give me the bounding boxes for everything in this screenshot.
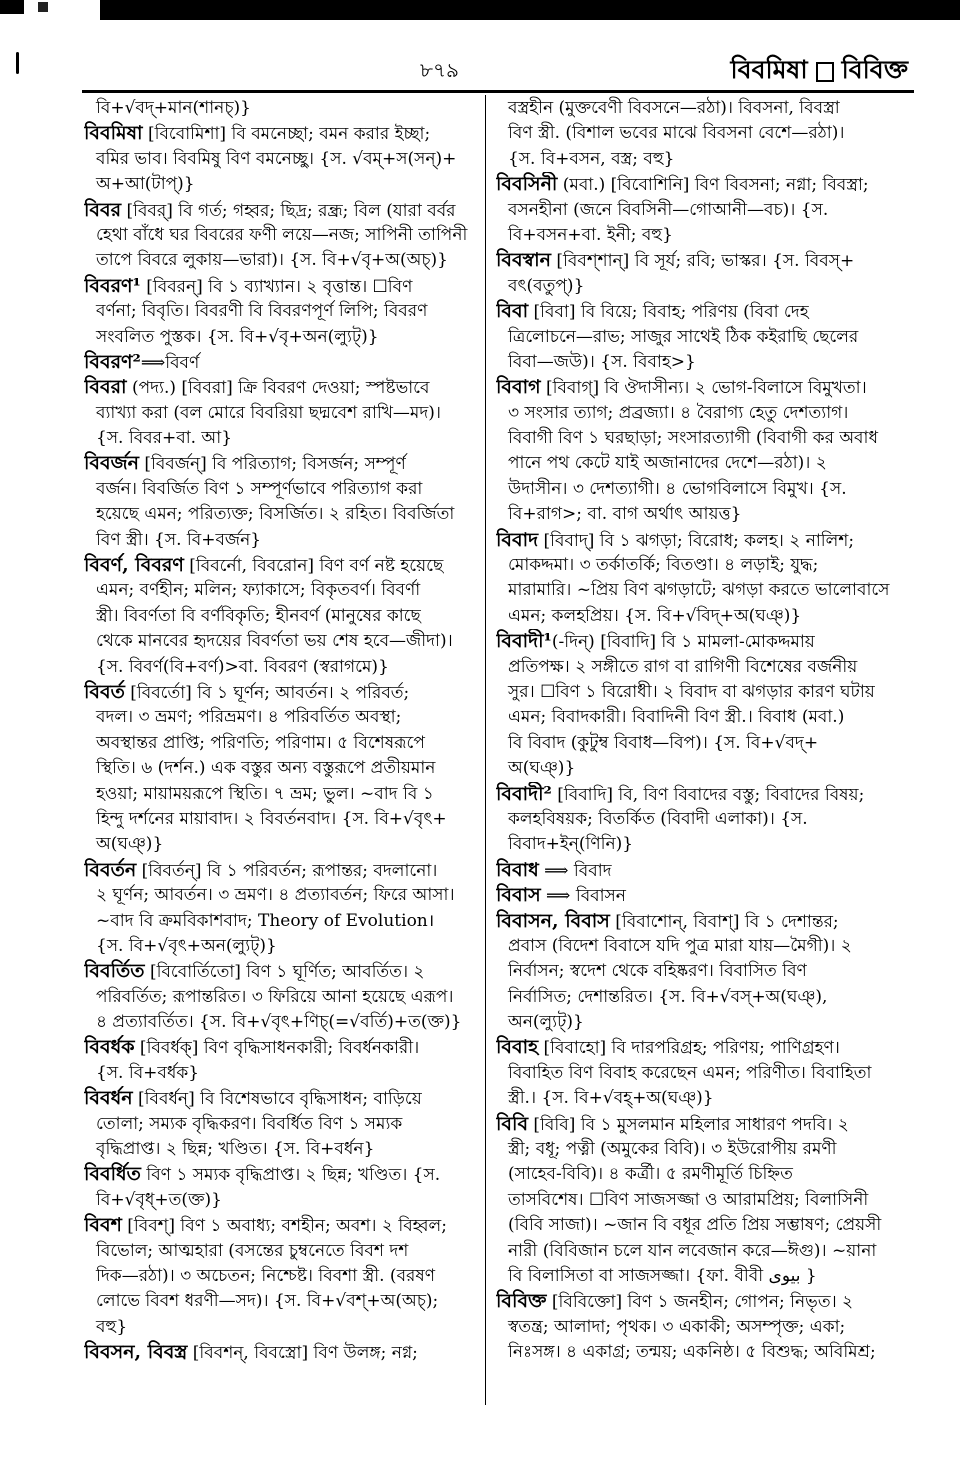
entry-text: (বিবি সাজা)। ~জান বি বধূর প্রতি প্রিয় সম্ভাষণ; প্রেয়সী xyxy=(508,1215,882,1236)
entry-text: {স. বি+বর্ধক} xyxy=(96,1062,200,1083)
entry-continuation-line xyxy=(496,934,908,959)
dictionary-entry-line xyxy=(84,375,484,400)
entry-text: স্ত্রী.। {স. বি+√বহ্+অ(ঘঞ্)} xyxy=(508,1088,714,1109)
entry-text: বি বিবাদ (কুটুম্ব বিবাধ—বিপ)। {স. বি+√বদ্+ xyxy=(508,732,819,753)
entry-continuation-line xyxy=(496,578,908,603)
entry-text: মারামারি। ~প্রিয় বিণ ঝগড়াটে; ঝগড়া করতে ভালোবাসে xyxy=(508,580,890,601)
running-head-last: বিবিক্ত xyxy=(841,55,908,84)
entry-text: [বিবর্তন্] বি ১ পরিবর্তন; রূপান্তর; বদলানো। xyxy=(136,860,438,881)
entry-continuation-line xyxy=(496,655,908,680)
entry-continuation-line xyxy=(496,426,908,451)
entry-text: হওয়া; মায়াময়রূপে স্থিতি। ৭ ভ্রম; ভুল। ~বাদ বি ১ xyxy=(96,783,434,804)
entry-text: বসনহীনা (জনে বিবসিনী—গোআনী—বচ)। {স. xyxy=(508,199,829,220)
entry-text: কলহবিষয়ক; বিতর্কিত (বিবাদী এলাকা)। {স. xyxy=(508,808,808,829)
entry-continuation-line xyxy=(84,629,484,654)
entry-continuation-line xyxy=(84,934,484,959)
entry-text: প্রতিপক্ষ। ২ সঙ্গীতে রাগ বা রাগিণী বিশেষের বর্জনীয় xyxy=(508,656,858,677)
entry-text: বিভোল; আত্মহারা (বসন্তের চুম্বনেতে বিবশ দশ xyxy=(96,1240,409,1261)
entry-text: তাপে বিবরে লুকায়—ভারা)। {স. বি+√বৃ+অ(অচ্)} xyxy=(96,250,448,271)
entry-text: সুর। ☐বিণ ১ বিরোধী। ২ বিবাদ বা ঝগড়ার কারণ ঘটায় xyxy=(508,681,875,702)
entry-text: {স. বিবর+বা. আ} xyxy=(96,428,233,449)
entry-continuation-line xyxy=(496,1239,908,1264)
entry-continuation-line xyxy=(496,731,908,756)
dictionary-entry-line xyxy=(84,1086,484,1111)
headword: বিবাধ xyxy=(496,858,539,881)
entry-text: তোলা; সম্যক বৃদ্ধিকরণ। বিবর্ধিত বিণ ১ সম্যক xyxy=(96,1113,403,1134)
entry-text: থেকে মানবের হৃদয়ের বিবর্ণতা ভয় শেষ হবে—জীদা)। xyxy=(96,631,453,652)
entry-continuation-line xyxy=(496,1264,908,1289)
dictionary-entry-line xyxy=(84,858,484,883)
entry-continuation-line xyxy=(84,248,484,273)
entry-text: [বিবাহো] বি দারপরিগ্রহ; পরিণয়; পাণিগ্রহণ। xyxy=(538,1038,840,1059)
entry-text: [বিবাশোন্, বিবাশ্] বি ১ দেশান্তর; xyxy=(609,911,839,932)
dictionary-entry-line xyxy=(84,198,484,223)
entry-continuation-line xyxy=(496,604,908,629)
headword: বিবাহ xyxy=(496,1036,539,1059)
entry-continuation-line xyxy=(84,172,484,197)
entry-continuation-line xyxy=(84,502,484,527)
entry-text: নির্বাসিত; দেশান্তরিত। {স. বি+√বস্+অ(ঘঞ্), xyxy=(508,986,828,1007)
entry-continuation-line xyxy=(84,832,484,857)
headword: বিবস্বান xyxy=(496,249,551,272)
dictionary-entry-line xyxy=(84,1035,484,1060)
headword: বিবর্ধক xyxy=(84,1036,135,1059)
entry-continuation-line xyxy=(496,325,908,350)
entry-continuation-line xyxy=(84,477,484,502)
entry-text: দিক—রঠা)। ৩ অচেতন; নিশ্চেষ্ট। বিবশা স্ত্রী. (বরষণ xyxy=(96,1265,436,1286)
entry-continuation-line xyxy=(84,604,484,629)
entry-text: এমন; বর্ণহীন; মলিন; ফ্যাকাসে; বিকৃতবর্ণ। বিবর্ণা xyxy=(96,580,421,601)
entry-text: মোকদ্দমা। ৩ তর্কাতর্কি; বিতণ্ডা। ৪ লড়াই; যুদ্ধ; xyxy=(508,555,819,576)
entry-continuation-line xyxy=(84,426,484,451)
entry-text: বিণ ১ সম্যক বৃদ্ধিপ্রাপ্ত। ২ ছিন্ন; খণ্ডিত। {স. xyxy=(140,1165,441,1186)
entry-continuation-line xyxy=(84,1010,484,1035)
dictionary-entry-line xyxy=(496,909,908,934)
entry-text: (পদ্য.) [বিবরা] ক্রি বিবরণ দেওয়া; স্পষ্টভাবে xyxy=(126,378,430,399)
entry-continuation-line xyxy=(84,655,484,680)
entry-continuation-line xyxy=(84,1289,484,1314)
entry-text: পানে পথ কেটে যাই অজানাদের দেশে—রঠা)। ২ xyxy=(508,453,827,474)
entry-text: {স. বি+√বৃৎ+অন(ল্যুট্)} xyxy=(96,935,277,956)
dictionary-entry-line xyxy=(84,1340,484,1365)
entry-text: লোভে বিবশ ধরণী—সদ)। {স. বি+√বশ্+অ(অচ্); xyxy=(96,1291,439,1312)
running-head-first: বিবমিষা xyxy=(730,55,808,84)
entry-continuation-line xyxy=(496,680,908,705)
entry-continuation-line xyxy=(84,985,484,1010)
dictionary-entry-line xyxy=(496,858,908,883)
entry-text: [বিবা] বি বিয়ে; বিবাহ; পরিণয় (বিবা দেহ xyxy=(528,302,809,323)
dictionary-entry-line xyxy=(84,680,484,705)
dictionary-entry-line xyxy=(84,1162,484,1187)
headword: বিবরণ² xyxy=(84,350,141,373)
dictionary-entry-line xyxy=(496,1112,908,1137)
entry-continuation-line xyxy=(496,807,908,832)
entry-continuation-line xyxy=(496,451,908,476)
entry-text: [বিবশ্শান্] বি সূর্য; রবি; ভাস্কর। {স. বিবস্+ xyxy=(551,251,855,272)
entry-text: অবস্থান্তর প্রাপ্তি; পরিণতি; পরিণাম। ৫ বিশেষরূপে xyxy=(96,732,425,753)
entry-text: ত্রিলোচনে—রাভ; সাজুর সাথেই ঠিক কইরাছি ছেলের xyxy=(508,326,859,347)
dictionary-entry-line xyxy=(84,451,484,476)
entry-text: বিবাগী বিণ ১ ঘরছাড়া; সংসারত্যাগী (বিবাগী কর অবাধ xyxy=(508,428,878,449)
entry-continuation-line xyxy=(496,477,908,502)
entry-text: [বিবশ্] বিণ ১ অবাধ্য; বশহীন; অবশ। ২ বিহ্বল; xyxy=(121,1216,447,1237)
entry-continuation-line xyxy=(84,1061,484,1086)
dictionary-entry-line xyxy=(84,350,484,375)
entry-continuation-line xyxy=(496,959,908,984)
entry-text: হিন্দু দর্শনের মায়াবাদ। ২ বিবর্তনবাদ। {স. বি+√বৃৎ+ xyxy=(96,808,447,829)
headword: বিবর্জন xyxy=(84,452,139,475)
entry-continuation-line xyxy=(496,350,908,375)
entry-continuation-line xyxy=(84,782,484,807)
entry-text: [বিবশন্, বিবস্ত্রো] বিণ উলঙ্গ; নগ্ন; xyxy=(187,1343,418,1364)
scan-top-border xyxy=(100,0,960,20)
entry-text: ৪ প্রত্যাবর্তিত। {স. বি+√বৃৎ+ণিচ্(=√বর্তি)+ত(ক্ত)} xyxy=(96,1012,462,1033)
entry-continuation-line xyxy=(496,1137,908,1162)
entry-text: এমন; বিবাদকারী। বিবাদিনী বিণ স্ত্রী.। বিবাধ (মবা.) xyxy=(508,707,845,728)
entry-text: অন(ল্যুট্)} xyxy=(508,1012,584,1033)
entry-text: তাসবিশেষ। ☐বিণ সাজসজ্জা ও আরামপ্রিয়; বিলাসিনী xyxy=(508,1189,869,1210)
entry-text: নির্বাসন; স্বদেশ থেকে বহিষ্করণ। বিবাসিত বিণ xyxy=(508,961,807,982)
entry-text: {স. বিবর্ণ(বি+বর্ণ)>বা. বিবরণ (স্বরাগমে)} xyxy=(96,656,389,677)
entry-text: বি+√বদ্+মান(শানচ্)} xyxy=(96,98,251,118)
headword: বিবা xyxy=(496,300,529,323)
dictionary-entry-line xyxy=(496,1035,908,1060)
entry-continuation-line xyxy=(496,147,908,172)
entry-text: বস্ত্রহীন (মুক্তবেণী বিবসনে—রঠা)। বিবসনা, বিবস্ত্রা xyxy=(508,98,840,118)
headword: বিবি xyxy=(496,1112,529,1135)
header-rule xyxy=(82,90,914,93)
entry-text: [বিবর্ধক্] বিণ বৃদ্ধিসাধনকারী; বিবর্ধনকারী। xyxy=(134,1038,420,1059)
entry-continuation-line xyxy=(496,401,908,426)
entry-continuation-line xyxy=(496,1315,908,1340)
entry-continuation-line xyxy=(84,1137,484,1162)
headword: বিবর্ণ, বিবরণ xyxy=(84,554,184,577)
dictionary-entry-line xyxy=(496,248,908,273)
entry-continuation-line xyxy=(496,223,908,248)
entry-continuation-line xyxy=(496,1213,908,1238)
entry-text: ৩ সংসার ত্যাগ; প্রব্রজ্যা। ৪ বৈরাগ্য হেতু দেশত্যাগ। xyxy=(508,402,849,423)
entry-text: বি বিলাসিতা বা সাজসজ্জা। {ফা. বীবী بیوی } xyxy=(508,1265,817,1286)
entry-text: বি+বসন+বা. ইনী; বহু} xyxy=(508,224,673,245)
headword: বিবর্ত xyxy=(84,680,125,703)
margin-mark xyxy=(16,52,19,74)
dictionary-entry-line xyxy=(496,375,908,400)
entry-text: স্থিতি। ৬ (দর্শন.) এক বস্তুর অন্য বস্তুরূপে প্রতীয়মান xyxy=(96,758,436,779)
headword: বিবসিনী xyxy=(496,173,558,196)
entry-continuation-line xyxy=(84,223,484,248)
entry-continuation-line xyxy=(496,832,908,857)
entry-text: বৎ(বতুপ্)} xyxy=(508,275,585,296)
entry-text: (মবা.) [বিবোশিনি] বিণ বিবসনা; নগ্না; বিবস্ত্রা; xyxy=(557,175,869,196)
entry-text: হয়েছে এমন; পরিত্যক্ত; বিসর্জিত। ২ রহিত। বিবর্জিতা xyxy=(96,504,455,525)
entry-text: ⟹বিবর্ণ xyxy=(140,352,200,373)
entry-continuation-line xyxy=(84,705,484,730)
entry-text: প্রবাস (বিদেশ বিবাসে যদি পুত্র মারা যায়—মৈগী)। ২ xyxy=(508,935,852,956)
entry-continuation-line xyxy=(84,528,484,553)
entry-continuation-line xyxy=(84,147,484,172)
entry-continuation-line xyxy=(84,96,484,121)
entry-text: [বিবর্তো] বি ১ ঘূর্ণন; আবর্তন। ২ পরিবর্ত; xyxy=(124,682,410,703)
headword: বিবর্ধিত xyxy=(84,1163,141,1186)
entry-text: অ(ঘঞ্)} xyxy=(508,758,576,779)
entry-text: বদল। ৩ ভ্রমণ; পরিভ্রমণ। ৪ পরিবর্তিত অবস্থা; xyxy=(96,707,402,728)
entry-text: বর্ণনা; বিবৃতি। বিবরণী বি বিবরণপূর্ণ লিপি; বিবরণ xyxy=(96,301,428,322)
entry-continuation-line xyxy=(496,1188,908,1213)
entry-continuation-line xyxy=(496,985,908,1010)
entry-text: [বিবিক্তো] বিণ ১ জনহীন; গোপন; নিভৃত। ২ xyxy=(546,1292,854,1313)
entry-text: ব্যাখ্যা করা (বল মোরে বিবরিয়া ছদ্মবেশ রাখি—মদ)। xyxy=(96,402,441,423)
entry-continuation-line xyxy=(84,1112,484,1137)
headword: বিবর xyxy=(84,198,122,221)
entry-text: পরিবর্তিত; রূপান্তরিত। ৩ ফিরিয়ে আনা হয়েছে এরূপ। xyxy=(96,986,454,1007)
entry-continuation-line xyxy=(496,198,908,223)
entry-text: [বিবাদি] বি, বিণ বিবাদের বস্তু; বিবাদের বিষয়; xyxy=(551,784,865,805)
entry-text: ⟹ বিবাদ xyxy=(538,860,612,881)
entry-continuation-line xyxy=(496,1086,908,1111)
entry-continuation-line xyxy=(496,274,908,299)
entry-text: বহু} xyxy=(96,1316,128,1337)
entry-text: ~বাদ বি ক্রমবিকাশবাদ; Theory of Evolution। xyxy=(96,910,435,931)
entry-text: [বিবরন্] বি ১ ব্যাখ্যান। ২ বৃত্তান্ত। ☐বিণ xyxy=(140,276,413,297)
entry-text: বিবাহিত বিণ বিবাহ করেছেন এমন; পরিণীত। বিবাহিতা xyxy=(508,1062,872,1083)
scan-artifact xyxy=(38,2,48,12)
entry-continuation-line xyxy=(496,96,908,121)
entry-continuation-line xyxy=(84,299,484,324)
entry-text: (সাহেব-বিবি)। ৪ কর্ত্রী। ৫ রমণীমূর্তি চিহ্নিত xyxy=(508,1164,793,1185)
entry-continuation-line xyxy=(84,756,484,781)
entry-continuation-line xyxy=(84,578,484,603)
entry-continuation-line xyxy=(496,1010,908,1035)
headword: বিবাদী² xyxy=(496,782,552,805)
headword: বিবর্তন xyxy=(84,858,137,881)
headword: বিবর্তিত xyxy=(84,960,145,983)
entry-text: বর্জন। বিবর্জিত বিণ ১ সম্পূর্ণভাবে পরিত্যাগ করা xyxy=(96,478,423,499)
dictionary-entry-line xyxy=(496,883,908,908)
entry-text: [বিবর্জন্] বি পরিত্যাগ; বিসর্জন; সম্পূর্ণ xyxy=(138,454,406,475)
entry-text: উদাসীন। ৩ দেশত্যাগী। ৪ ভোগবিলাসে বিমুখ। {স. xyxy=(508,478,847,499)
entry-text: [বিবাগ্] বি ঔদাসীন্য। ২ ভোগ-বিলাসে বিমুখতা। xyxy=(540,378,867,399)
entry-text: [বিবর্ধন্] বি বিশেষভাবে বৃদ্ধিসাধন; বাড়িয়ে xyxy=(132,1089,422,1110)
entry-text: বি+রাগ>; বা. বাগ অর্থাৎ আয়ত্ত} xyxy=(508,504,742,525)
entry-continuation-line xyxy=(496,705,908,730)
entry-text: হেথা বাঁধে ঘর বিবরের ফণী লয়ে—নজ; সাপিনী তাপিনী xyxy=(96,224,468,245)
entry-text: স্বতন্ত্র; আলাদা; পৃথক। ৩ একাকী; অসম্পৃক্ত; একা; xyxy=(508,1316,846,1337)
entry-continuation-line xyxy=(496,121,908,146)
headword: বিবর্ধন xyxy=(84,1087,133,1110)
headword: বিবাসন, বিবাস xyxy=(496,909,610,932)
entry-text: [বিবর্নো, বিবরোন] বিণ বর্ণ নষ্ট হয়েছে xyxy=(183,556,444,577)
entry-text: [বিবোর্তিতো] বিণ ১ ঘূর্ণিত; আবর্তিত। ২ xyxy=(144,962,425,983)
entry-continuation-line xyxy=(496,1340,908,1365)
entry-continuation-line xyxy=(496,756,908,781)
entry-text: {স. বি+বসন, বস্ত্র; বহু} xyxy=(508,148,675,169)
entry-text: ⟹ বিবাসন xyxy=(540,886,626,907)
dictionary-entry-line xyxy=(496,629,908,654)
entry-text: বমির ভাব। বিবমিষু বিণ বমনেচ্ছু। {স. √বম্+স(সন্)+ xyxy=(96,148,457,169)
dictionary-entry-line xyxy=(496,172,908,197)
entry-continuation-line xyxy=(84,731,484,756)
entry-text: বিবাদ+ইন্(ণিনি)} xyxy=(508,834,634,855)
entry-text: [বিবর্] বি গর্ত; গহ্বর; ছিদ্র; রন্ধ্র; বিল (যারা বর্বর xyxy=(121,200,456,221)
entry-text: [বিবাদ্] বি ১ ঝগড়া; বিরোধ; কলহ। ২ নালিশ; xyxy=(538,530,855,551)
right-column xyxy=(496,96,908,1366)
headword: বিবসন, বিবস্ত্র xyxy=(84,1341,188,1364)
headword: বিবরণ¹ xyxy=(84,274,141,297)
entry-text: নারী (বিবিজান চলে যান লবেজান করে—ঈগু)। ~য়ানা xyxy=(508,1240,877,1261)
entry-text: বৃদ্ধিপ্রাপ্ত। ২ ছিন্ন; খণ্ডিত। {স. বি+বর্ধন} xyxy=(96,1139,375,1160)
dictionary-entry-line xyxy=(496,1289,908,1314)
entry-continuation-line xyxy=(496,1162,908,1187)
entry-text: স্ত্রী; বধূ; পত্নী (অমুকের বিবি)। ৩ ইউরোপীয় রমণী xyxy=(508,1139,837,1160)
entry-text: অ+আ(টাপ্)} xyxy=(96,174,195,195)
entry-text: [বিবি] বি ১ মুসলমান মহিলার সাধারণ পদবি। ২ xyxy=(528,1114,849,1135)
entry-text: বিণ স্ত্রী। {স. বি+বর্জন} xyxy=(96,529,262,550)
dictionary-entry-line xyxy=(84,274,484,299)
scan-artifact xyxy=(0,0,24,14)
entry-continuation-line xyxy=(84,1264,484,1289)
entry-continuation-line xyxy=(84,807,484,832)
entry-text: বি+√বৃধ্+ত(ক্ত)} xyxy=(96,1189,222,1210)
dictionary-entry-line xyxy=(84,1213,484,1238)
entry-text: নিঃসঙ্গ। ৪ একাগ্র; তন্ময়; একনিষ্ঠ। ৫ বিশুদ্ধ; অবিমিশ্র; xyxy=(508,1342,876,1363)
dictionary-entry-line xyxy=(496,782,908,807)
headword: বিবাস xyxy=(496,884,541,907)
headword: বিবমিষা xyxy=(84,122,143,145)
entry-continuation-line xyxy=(84,401,484,426)
dictionary-entry-line xyxy=(84,959,484,984)
headword: বিবাদী¹ xyxy=(496,630,552,653)
entry-text: অ(ঘঞ্)} xyxy=(96,834,164,855)
entry-text: বিণ স্ত্রী. (বিশাল ভবের মাঝে বিবসনা বেশে—রঠা)। xyxy=(508,123,845,144)
headword: বিবরা xyxy=(84,376,127,399)
headword: বিবিক্ত xyxy=(496,1290,547,1313)
dictionary-entry-line xyxy=(84,121,484,146)
running-head xyxy=(731,50,908,93)
entry-text: সংবলিত পুস্তক। {স. বি+√বৃ+অন(ল্যুট্)} xyxy=(96,326,379,347)
headword: বিবাদ xyxy=(496,528,539,551)
box-separator-icon xyxy=(816,62,834,82)
page-number: ৮৭৯ xyxy=(420,58,459,82)
entry-continuation-line xyxy=(84,1239,484,1264)
left-column xyxy=(84,96,484,1366)
entry-text: [বিবোমিশা] বি বমনেচ্ছা; বমন করার ইচ্ছা; xyxy=(142,124,431,145)
entry-continuation-line xyxy=(84,1315,484,1340)
entry-continuation-line xyxy=(84,325,484,350)
entry-text: (-দিন্) [বিবাদি] বি ১ মামলা-মোকদ্দমায় xyxy=(551,632,815,653)
entry-text: বিবা—জউ)। {স. বিবাহ>} xyxy=(508,351,696,372)
entry-continuation-line xyxy=(84,883,484,908)
column-divider xyxy=(485,95,486,1405)
entry-text: স্ত্রী। বিবর্ণতা বি বর্ণবিকৃতি; হীনবর্ণ (মানুষের কাছে xyxy=(96,605,421,626)
dictionary-entry-line xyxy=(496,528,908,553)
dictionary-entry-line xyxy=(496,299,908,324)
entry-continuation-line xyxy=(496,502,908,527)
entry-continuation-line xyxy=(84,909,484,934)
entry-continuation-line xyxy=(496,1061,908,1086)
dictionary-entry-line xyxy=(84,553,484,578)
headword: বিবশ xyxy=(84,1214,122,1237)
headword: বিবাগ xyxy=(496,376,541,399)
entry-text: এমন; কলহপ্রিয়। {স. বি+√বিদ্+অ(ঘঞ্)} xyxy=(508,605,802,626)
entry-continuation-line xyxy=(84,1188,484,1213)
entry-text: ২ ঘূর্ণন; আবর্তন। ৩ ভ্রমণ। ৪ প্রত্যাবর্তন; ফিরে আসা। xyxy=(96,885,455,906)
entry-continuation-line xyxy=(496,553,908,578)
